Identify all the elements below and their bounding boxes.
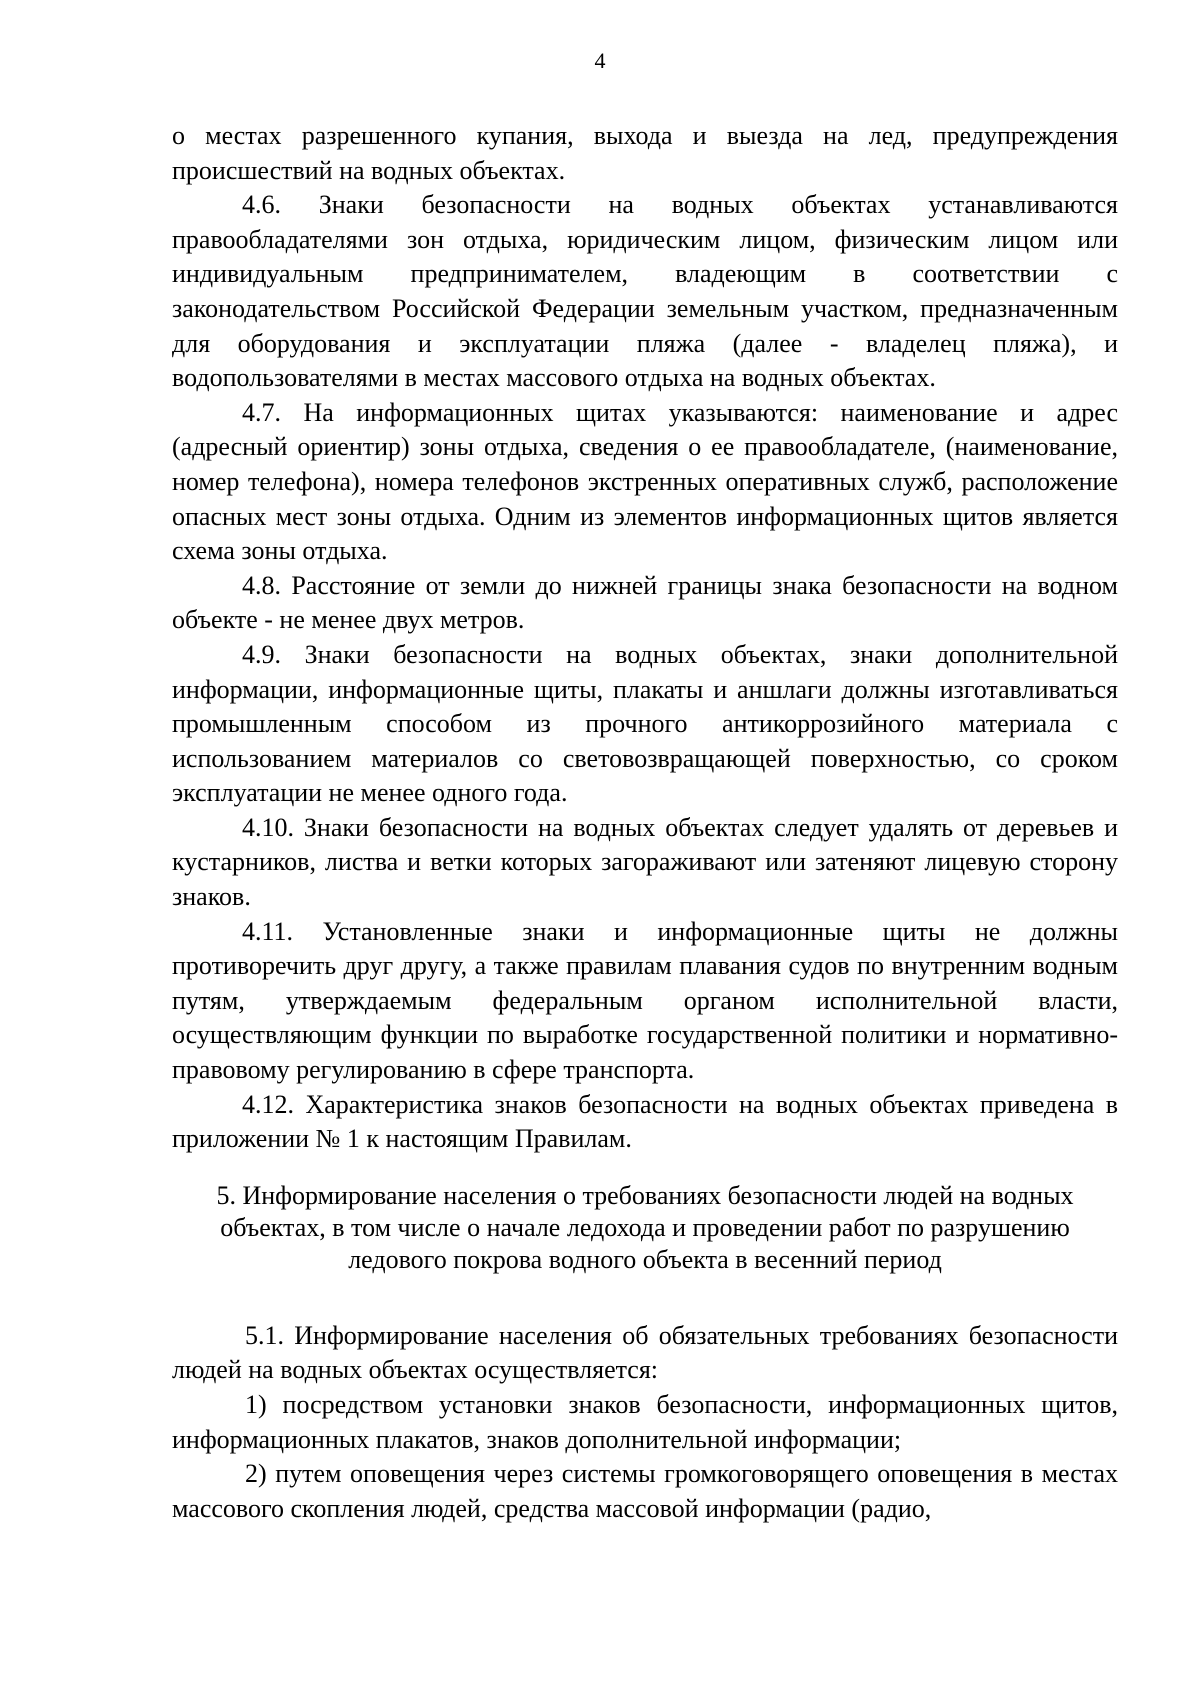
section-heading-line: объектах, в том числе о начале ледохода и проведении работ по разрушению bbox=[220, 1212, 1070, 1242]
page-number: 4 bbox=[594, 48, 606, 73]
paragraph-4-11: 4.11. Установленные знаки и информационные щиты не должны противоречить друг другу, а также правилам плавания судов по внутренним водным путям, утверждаемым федеральным органом исполнительной власти, осуществляющим функции по выработке государственной политики и нормативно-правовому регулированию в сфере транспорта. bbox=[172, 916, 1118, 1085]
paragraph-4-12: 4.12. Характеристика знаков безопасности на водных объектах приведена в приложении № 1 к настоящим Правилам. bbox=[172, 1089, 1118, 1154]
paragraph-4-7: 4.7. На информационных щитах указываются: наименование и адрес (адресный ориентир) зоны отдыха, сведения о ее правообладателе, (наименование, номер телефона), номера телефонов экстренных оперативных служб, расположение опасных мест зоны отдыха. Одним из элементов информационных щитов является схема зоны отдыха. bbox=[172, 397, 1118, 566]
paragraph-continuation: о местах разрешенного купания, выхода и выезда на лед, предупреждения происшествий на водных объектах. bbox=[172, 121, 1118, 185]
paragraph-4-8: 4.8. Расстояние от земли до нижней границы знака безопасности на водном объекте - не менее двух метров. bbox=[172, 570, 1118, 635]
section-heading bbox=[178, 1180, 1112, 1276]
paragraph-5-1-item-2: 2) путем оповещения через системы громкоговорящего оповещения в местах массового скопления людей, средства массовой информации (радио, bbox=[172, 1459, 1118, 1523]
paragraph-4-6: 4.6. Знаки безопасности на водных объектах устанавливаются правообладателями зон отдыха, юридическим лицом, физическим лицом или индивидуальным предпринимателем, владеющим в соответствии с законодательством Российской Федерации земельным участком, предназначенным для оборудования и эксплуатации пляжа (далее - владелец пляжа), и водопользователями в местах массового отдыха на водных объектах. bbox=[172, 190, 1118, 393]
section-heading-line: 5. Информирование населения о требованиях безопасности людей на водных bbox=[216, 1180, 1074, 1210]
paragraph-4-9: 4.9. Знаки безопасности на водных объектах, знаки дополнительной информации, информационные щиты, плакаты и аншлаги должны изготавливаться промышленным способом из прочного антикоррозийного материала с использованием материалов со световозвращающей поверхностью, со сроком эксплуатации не менее одного года. bbox=[172, 639, 1118, 808]
paragraph-4-10: 4.10. Знаки безопасности на водных объектах следует удалять от деревьев и кустарников, листва и ветки которых загораживают или затеняют лицевую сторону знаков. bbox=[172, 812, 1118, 912]
paragraph-5-1: 5.1. Информирование населения об обязательных требованиях безопасности людей на водных объектах осуществляется: bbox=[172, 1320, 1118, 1385]
section-heading-line: ледового покрова водного объекта в весенний период bbox=[348, 1244, 942, 1274]
paragraph-5-1-item-1: 1) посредством установки знаков безопасности, информационных щитов, информационных плакатов, знаков дополнительной информации; bbox=[172, 1390, 1118, 1454]
document-body bbox=[172, 119, 1118, 1526]
